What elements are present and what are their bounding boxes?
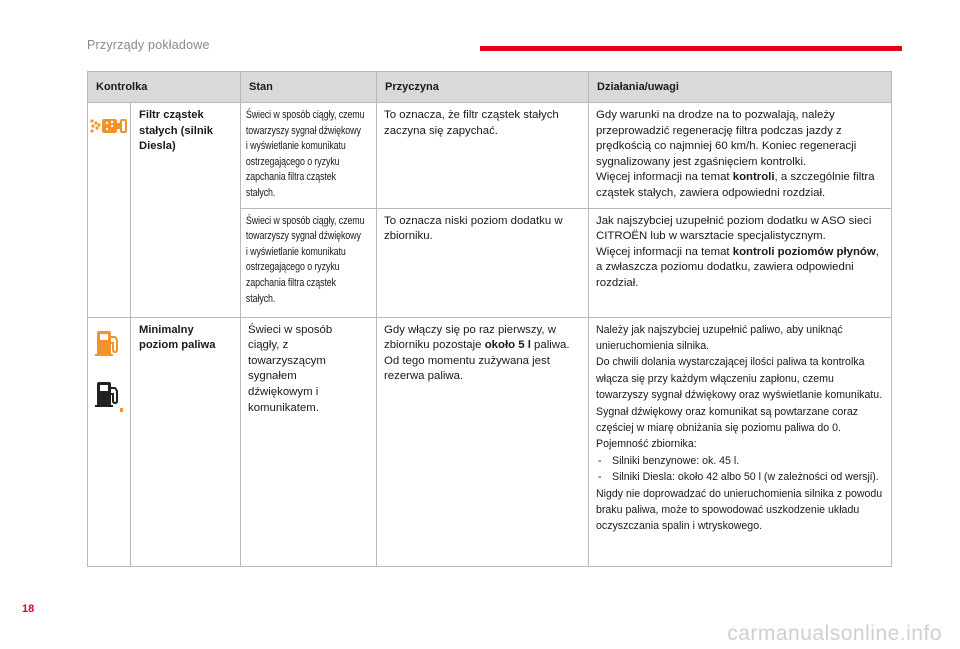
- cause-text: [377, 318, 588, 391]
- cause-text-a: Gdy włączy się po raz pierwszy, w zbiorniku pozostaje: [384, 323, 556, 352]
- action-paragraph-2: Do chwili dolania wystarczającej ilości paliwa ta kontrolka włącza się przy każdym włączeniu zapłonu, czemu towarzyszy sygnał dźwiękowy oraz wyświetlanie komunikatu.: [596, 356, 883, 402]
- action-paragraph-1: Należy jak najszybciej uzupełnić paliwo, aby uniknąć unieruchomienia silnika.: [596, 323, 843, 352]
- action-cell: [589, 103, 892, 209]
- action-cell: [589, 317, 892, 566]
- icon-cell: [88, 103, 131, 318]
- state-cell: [241, 208, 377, 317]
- fuel-pump-icon: [95, 329, 121, 357]
- column-header-dzialania: Działania/uwagi: [589, 72, 892, 103]
- column-header-przyczyna: Przyczyna: [377, 72, 589, 103]
- action-text-a: Gdy warunki na drodze na to pozwalają, należy przeprowadzić regenerację filtra podczas jazdy z prędkością co najmniej 60 km/h. Koniec regeneracji sygnalizowany jest zgaśnięciem kontrolki.: [596, 109, 857, 168]
- state-text: Świeci w sposób ciągły, czemu towarzyszy sygnał dźwiękowy i wyświetlanie komunikatu ostrzegającego o ryzyku zapchania filtra cząstek stałych.: [245, 109, 365, 199]
- fuel-pump-outline-icon: [95, 380, 125, 414]
- action-paragraph-3: Sygnał dźwiękowy oraz komunikat są powtarzane coraz częściej w miarę obniżania się poziomu paliwa do 0.: [596, 405, 859, 434]
- action-text-a: Jak najszybciej uzupełnić poziom dodatku w ASO sieci CITROËN lub w warsztacie specjalistycznym.: [596, 214, 872, 243]
- light-name-cell: [131, 103, 241, 318]
- cause-cell: [377, 208, 589, 317]
- table-row: [88, 317, 892, 566]
- cause-text-b: paliwa.: [530, 339, 570, 352]
- cause-cell: [377, 103, 589, 209]
- capacity-list: [596, 453, 883, 486]
- icon-cell: [88, 317, 131, 566]
- action-text: [589, 209, 891, 298]
- light-name-cell: [131, 317, 241, 566]
- action-text-b2: , a zwłaszcza poziomu dodatku, zawiera odpowiedni rozdział.: [596, 245, 879, 289]
- warning-lights-table: [87, 71, 892, 567]
- action-paragraph-5: Nigdy nie doprowadzać do unieruchomienia silnika z powodu braku paliwa, może to spowodować uszkodzenie układu oczyszczania spalin i wtryskowego.: [596, 487, 883, 533]
- light-name-fuel: Minimalny poziom paliwa: [139, 323, 216, 352]
- state-text: Świeci w sposób ciągły, czemu towarzyszy sygnał dźwiękowy i wyświetlanie komunikatu ostrzegającego o ryzyku zapchania filtra cząstek stałych.: [245, 214, 365, 305]
- state-text: Świeci w sposób ciągły, z towarzyszącym sygnałem dźwiękowym i komunikatem.: [248, 323, 333, 414]
- column-header-stan: Stan: [241, 72, 377, 103]
- action-text: [589, 318, 891, 541]
- cause-text: To oznacza, że filtr cząstek stałych zaczyna się zapychać.: [384, 109, 559, 137]
- action-text: [589, 103, 891, 208]
- cause-text-bold: około 5 l: [484, 339, 531, 352]
- cause-text: To oznacza niski poziom dodatku w zbiorniku.: [384, 214, 563, 243]
- action-paragraph-4: Pojemność zbiornika:: [596, 438, 697, 451]
- watermark: carmanualsonline.info: [727, 622, 942, 645]
- action-text-bold: kontroli: [732, 171, 775, 184]
- list-item: - Silniki Diesla: około 42 albo 50 l (w zależności od wersji).: [596, 469, 883, 485]
- cause-text-c: Od tego momentu zużywana jest rezerwa paliwa.: [384, 354, 550, 383]
- state-cell: [241, 103, 377, 209]
- state-cell: [241, 317, 377, 566]
- action-cell: [589, 208, 892, 317]
- page-number: 18: [22, 603, 35, 615]
- action-text-bold: kontroli poziomów płynów: [732, 245, 876, 258]
- action-text-b1: Więcej informacji na temat: [596, 171, 733, 184]
- action-text-b2: , a szczególnie filtra cząstek stałych, zawiera odpowiedni rozdział.: [596, 171, 875, 199]
- table-header-row: [88, 72, 892, 103]
- header-accent-bar: [480, 46, 902, 51]
- action-text-b1: Więcej informacji na temat: [596, 245, 733, 258]
- list-item: - Silniki benzynowe: ok. 45 l.: [596, 453, 883, 469]
- cause-cell: [377, 317, 589, 566]
- table-row: [88, 103, 892, 209]
- particle-filter-icon: [88, 115, 131, 137]
- light-name-filter: Filtr cząstek stałych (silnik Diesla): [139, 109, 213, 153]
- section-title: Przyrządy pokładowe: [87, 38, 210, 52]
- column-header-kontrolka: Kontrolka: [88, 72, 241, 103]
